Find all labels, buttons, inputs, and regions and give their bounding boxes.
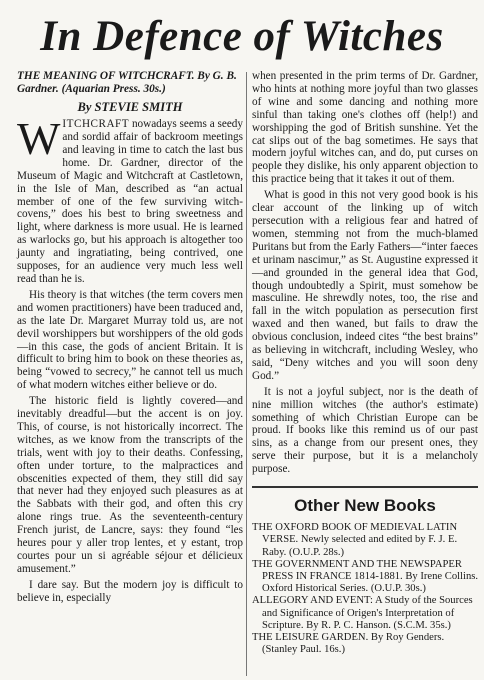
body-paragraph: It is not a joyful subject, nor is the death of nine million witches (the author's estimate) something of which Christian Europe can be proud. If books like this remind us of our past sins, as a change from our present ones, they serve their purpose, but it is a melancholy purpose. <box>252 385 478 476</box>
body-paragraph: What is good in this not very good book is his clear account of the linking up of witch persecution with a religious fear and hatred of women, stemming not from the much-blamed Puritans but from the Early Fathers—“inter faeces et urinam nascimur,” as St. Augustine expressed it—and grounded in the general idea that God, though undoubtedly a Spirit, must somehow be masculine. He shrewdly notes, too, the rise and fall in the witch population as persecution first waxed and then waned, but fails to draw the obvious conclusion, indeed cites “the best brains” as believing in witchcraft, including Wesley, who said, “Deny witches and you will soon deny God.” <box>252 189 478 382</box>
body-paragraph: I dare say. But the modern joy is difficult to believe in, especially <box>17 578 243 604</box>
left-column <box>17 70 243 605</box>
headline: In Defence of Witches <box>40 13 444 60</box>
book-listing: ALLEGORY AND EVENT: A Study of the Sources and Significance of Origen's Interpretation of Scripture. By R. P. C. Hanson. (S.C.M. 35s.) <box>252 595 473 631</box>
column-divider <box>246 72 247 676</box>
lead-text: nowadays seems a seedy and sordid affair of backroom meetings and leaving in time to catch the last bus home. Dr. Gardner, director of the Museum of Magic and Witchcraft at Castletown, in the Isle of Man, described as “an actual member of one of the few surviving witch-covens,” does his best to bring sweetness and light, where darkness is more usual. He is learned as warlocks go, but his approach is altogether too jaunty and ingratiating, being contrived, one supposes, for an audience very much less well read than he is. <box>17 118 243 285</box>
body-paragraph: The historic field is lightly covered—and inevitably dreadful—but the accent is on joy. This, of course, is not historically incorrect. The witches, as we know from the transcripts of the trials, went with joy to their deaths. Confessing, often under torture, to the malpractices and obscenities expected of them, they still did say that never had they enjoyed such pleasures as at the Sabbats with their god, and often this cry alone rings true. As the seventeenth-century French jurist, de Lancre, says: they found “les heures pour y aller trop lentes, et y estant, trop courtes pour un si agréable séjour et délicieux amusement.” <box>17 395 243 575</box>
book-listing: THE GOVERNMENT AND THE NEWSPAPER PRESS IN FRANCE 1814-1881. By Irene Collins. Oxford Historical Series. (O.U.P. 30s.) <box>252 558 479 595</box>
lead-first-word: ITCHCRAFT <box>62 118 130 131</box>
drop-cap: W <box>17 113 61 165</box>
book-listing: THE OXFORD BOOK OF MEDIEVAL LATIN VERSE. Newly selected and edited by F. J. E. Raby. (O.U.P. 28s.) <box>252 522 458 558</box>
lead-paragraph <box>17 113 243 286</box>
body-paragraph: His theory is that witches (the term covers men and women practitioners) have been traduced and, as the late Dr. Margaret Murray told us, are not devil worshippers but worshippers of the old gods—in this case, the gods of ancient Britain. It is difficult to bring him to book on these theories as, being “vowed to secrecy,” he cannot tell us much of what modern witches either believe or do. <box>17 288 243 392</box>
other-books-section <box>252 486 478 656</box>
book-listing: THE LEISURE GARDEN. By Roy Genders. (Stanley Paul. 16s.) <box>252 631 445 656</box>
body-paragraph: when presented in the prim terms of Dr. Gardner, who hints at nothing more joyful than two glasses of wine and some dancing and nothing more sinful than taking one's clothes off (help!) and worshipping the god of British sunshine. Yet the cat slips out of the bag sometimes. He says that modern joyful witches can, and do, put curses on people they dislike, his only apparent objection to this practice being that it takes it out of them. <box>252 70 478 186</box>
book-info: THE MEANING OF WITCHCRAFT. By G. B. Gardner. (Aquarian Press. 30s.) <box>17 70 237 95</box>
other-books-title: Other New Books <box>294 496 436 516</box>
right-column <box>252 70 478 656</box>
byline: By STEVIE SMITH <box>77 100 183 115</box>
